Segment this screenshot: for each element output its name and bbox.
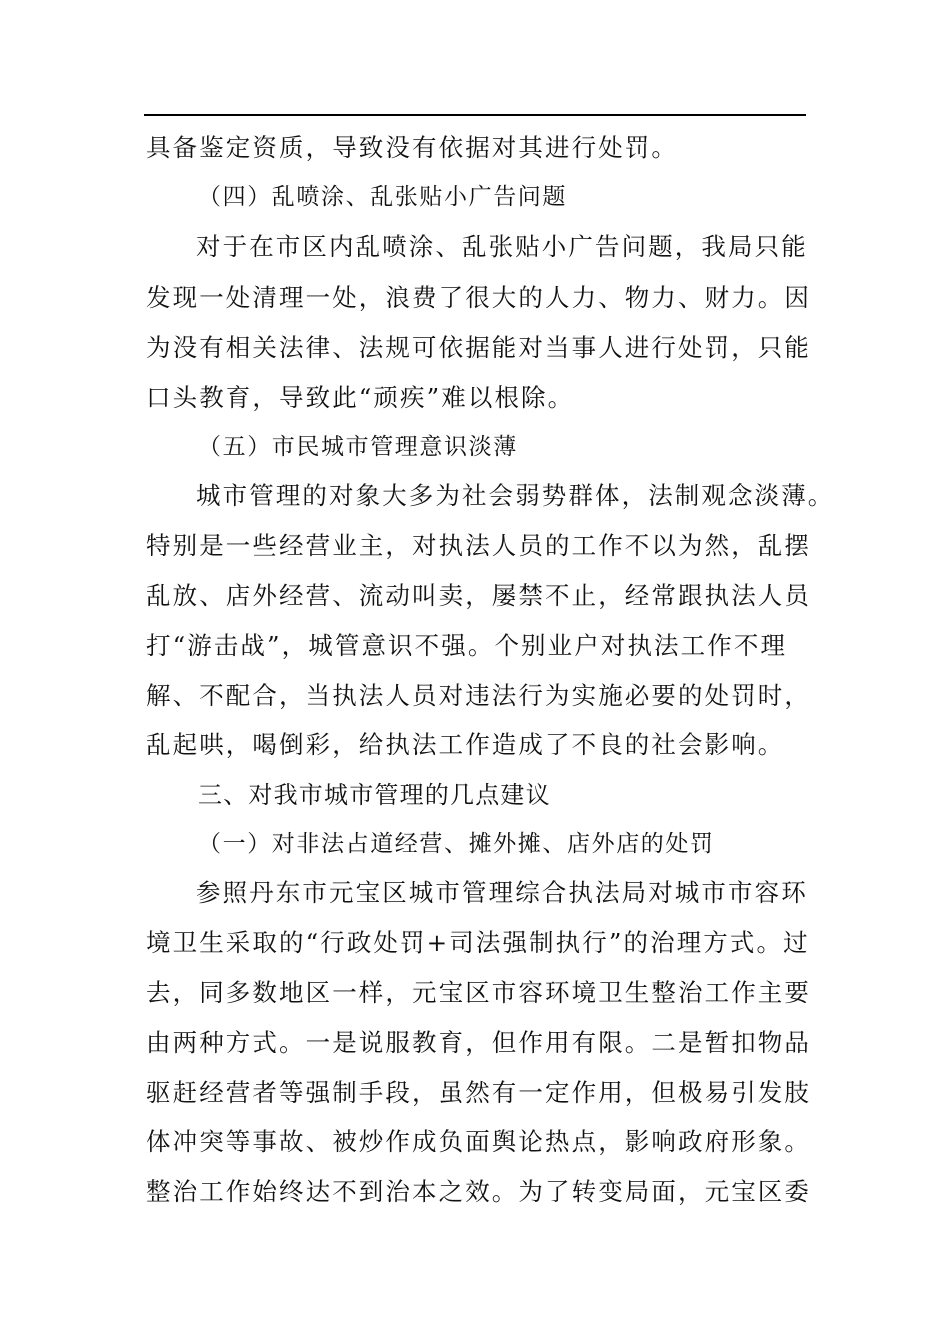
- body-text-line: 特别是一些经营业主，对执法人员的工作不以为然，乱摆: [146, 531, 811, 560]
- section-heading: 三、对我市城市管理的几点建议: [198, 781, 551, 809]
- body-text-line: 发现一处清理一处，浪费了很大的人力、物力、财力。因: [146, 283, 811, 312]
- body-text-line: 整治工作始终达不到治本之效。为了转变局面，元宝区委: [146, 1177, 811, 1206]
- body-text-line: 具备鉴定资质，导致没有依据对其进行处罚。: [146, 133, 678, 162]
- body-text-line: 驱赶经营者等强制手段，虽然有一定作用，但极易引发肢: [146, 1078, 811, 1107]
- body-text-line: 由两种方式。一是说服教育，但作用有限。二是暂扣物品: [146, 1028, 811, 1057]
- section-subheading: （一）对非法占道经营、摊外摊、店外店的处罚: [198, 831, 715, 857]
- body-text-line: 口头教育，导致此“顽疾”难以根除。: [146, 383, 575, 412]
- body-text-line: 境卫生采取的“行政处罚+司法强制执行”的治理方式。过: [146, 928, 810, 957]
- paragraph-first-line: 参照丹东市元宝区城市管理综合执法局对城市市容环: [196, 878, 808, 907]
- section-subheading: （五）市民城市管理意识淡薄: [198, 434, 518, 460]
- body-text-line: 解、不配合，当执法人员对违法行为实施必要的处罚时，: [146, 681, 811, 710]
- body-text-line: 为没有相关法律、法规可依据能对当事人进行处罚，只能: [146, 333, 811, 362]
- paragraph-first-line: 城市管理的对象大多为社会弱势群体，法制观念淡薄。: [196, 481, 835, 510]
- paragraph-first-line: 对于在市区内乱喷涂、乱张贴小广告问题，我局只能: [196, 232, 808, 261]
- section-subheading: （四）乱喷涂、乱张贴小广告问题: [198, 184, 567, 210]
- body-text-line: 去，同多数地区一样，元宝区市容环境卫生整治工作主要: [146, 978, 811, 1007]
- body-text-line: 乱放、店外经营、流动叫卖，屡禁不止，经常跟执法人员: [146, 581, 811, 610]
- body-text-line: 体冲突等事故、被炒作成负面舆论热点，影响政府形象。: [146, 1127, 811, 1156]
- body-text-line: 乱起哄，喝倒彩，给执法工作造成了不良的社会影响。: [146, 730, 785, 759]
- header-rule: [144, 114, 806, 116]
- body-text-line: 打“游击战”，城管意识不强。个别业户对执法工作不理: [146, 631, 788, 660]
